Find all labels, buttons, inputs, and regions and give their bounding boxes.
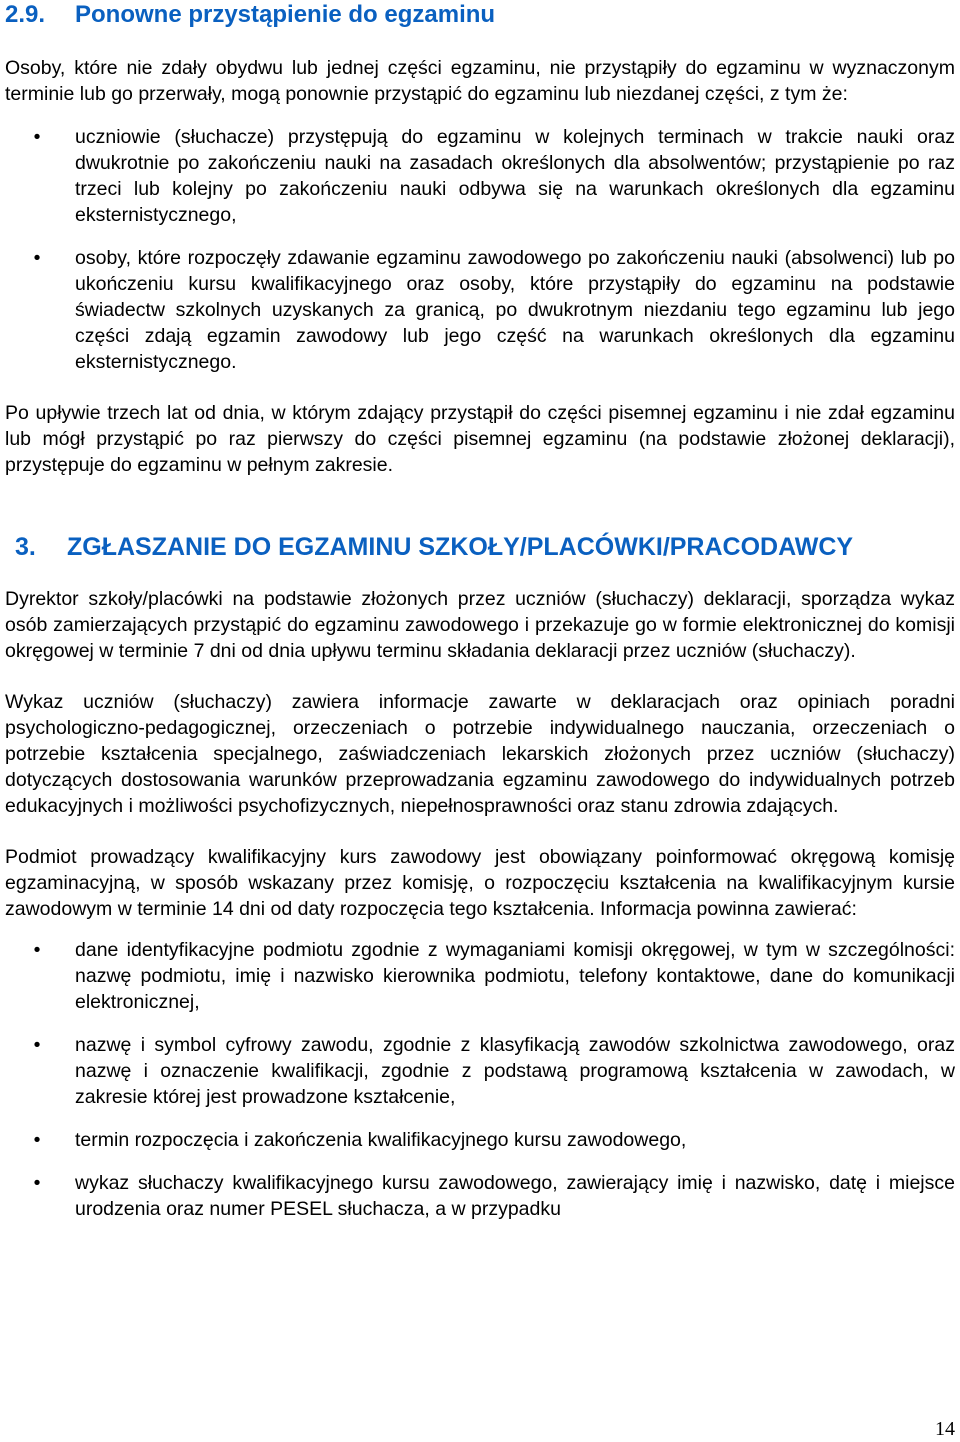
list-item — [5, 124, 955, 228]
list-item — [5, 1032, 955, 1110]
section-2-9-closing: Po upływie trzech lat od dnia, w którym zdający przystąpił do części pisemnej egzaminu i nie zdał egzaminu lub mógł przystąpić po raz pierwszy do części pisemnej egzaminu (na podstawie złożonej deklaracji), przystępuje do egzaminu w pełnym zakresie. — [5, 402, 955, 476]
section-3-number: 3. — [15, 533, 36, 561]
list-item — [5, 245, 955, 375]
bullet-icon: • — [33, 939, 41, 961]
list-item-text: osoby, które rozpoczęły zdawanie egzaminu zawodowego po zakończeniu nauki (absolwenci) lub po ukończeniu kursu kwalifikacyjnego oraz osoby, które przystąpiły do egzaminu na podstawie świadectw szkolnych uzyskanych za granicą, po dwukrotnym niezdaniu tego egzaminu lub jego części zdają egzamin zawodowy lub jego część na warunkach określonych dla egzaminu eksternistycznego. — [75, 247, 955, 373]
bullet-icon: • — [33, 247, 41, 269]
list-item-text: wykaz słuchaczy kwalifikacyjnego kursu zawodowego, zawierający imię i nazwisko, datę i miejsce urodzenia oraz numer PESEL słuchacza, a w przypadku — [75, 1172, 955, 1220]
section-3-paragraph-3: Podmiot prowadzący kwalifikacyjny kurs zawodowy jest obowiązany poinformować okręgową komisję egzaminacyjną, w sposób wskazany przez komisję, o rozpoczęciu kształcenia na kwalifikacyjnym kursie zawodowym w terminie 14 dni od daty rozpoczęcia tego kształcenia. Informacja powinna zawierać: — [5, 846, 955, 920]
section-3-heading — [5, 532, 955, 562]
section-2-9-number: 2.9. — [5, 1, 46, 28]
list-item — [5, 1127, 955, 1153]
section-2-9-title: Ponowne przystąpienie do egzaminu — [75, 1, 496, 28]
list-item — [5, 937, 955, 1015]
page-number: 14 — [935, 1418, 955, 1440]
list-item-text: termin rozpoczęcia i zakończenia kwalifikacyjnego kursu zawodowego, — [75, 1129, 687, 1151]
bullet-icon: • — [33, 1034, 41, 1056]
bullet-icon: • — [33, 1129, 41, 1151]
section-3-bullet-list — [5, 937, 955, 1222]
list-item-text: uczniowie (słuchacze) przystępują do egzaminu w kolejnych terminach w trakcie nauki oraz dwukrotnie po zakończeniu nauki na zasadach określonych dla absolwentów; przystąpienie po raz trzeci lub kolejny po zakończeniu nauki odbywa się na warunkach określonych dla egzaminu eksternistycznego, — [75, 126, 955, 226]
section-2-9-bullet-list — [5, 124, 955, 375]
section-3-title: ZGŁASZANIE DO EGZAMINU SZKOŁY/PLACÓWKI/PRACODAWCY — [67, 533, 854, 561]
bullet-icon: • — [33, 1172, 41, 1194]
section-2-9-heading — [5, 0, 955, 30]
document-page — [5, 0, 955, 1222]
section-2-9-intro: Osoby, które nie zdały obydwu lub jednej części egzaminu, nie przystąpiły do egzaminu w wyznaczonym terminie lub go przerwały, mogą ponownie przystąpić do egzaminu lub niezdanej części, z tym że: — [5, 57, 955, 105]
bullet-icon: • — [33, 126, 41, 148]
section-3-paragraph-2: Wykaz uczniów (słuchaczy) zawiera informacje zawarte w deklaracjach oraz opiniach poradni psychologiczno-pedagogicznej, orzeczeniach o potrzebie indywidualnego nauczania, orzeczeniach o potrzebie kształcenia specjalnego, zaświadczeniach lekarskich złożonych przez uczniów (słuchaczy) dotyczących dostosowania warunków przeprowadzania egzaminu zawodowego do indywidualnych potrzeb edukacyjnych i możliwości psychofizycznych, niepełnosprawności oraz stanu zdrowia zdających. — [5, 691, 955, 817]
section-3-paragraph-1: Dyrektor szkoły/placówki na podstawie złożonych przez uczniów (słuchaczy) deklaracji, sporządza wykaz osób zamierzających przystąpić do egzaminu zawodowego i przekazuje go w formie elektronicznej do komisji okręgowej w terminie 7 dni od dnia upływu terminu składania deklaracji przez uczniów (słuchaczy). — [5, 588, 955, 662]
list-item-text: nazwę i symbol cyfrowy zawodu, zgodnie z klasyfikacją zawodów szkolnictwa zawodowego, oraz nazwę i oznaczenie kwalifikacji, zgodnie z podstawą programową kształcenia w zawodach, w zakresie której jest prowadzone kształcenie, — [75, 1034, 955, 1108]
list-item — [5, 1170, 955, 1222]
list-item-text: dane identyfikacyjne podmiotu zgodnie z wymaganiami komisji okręgowej, w tym w szczególności: nazwę podmiotu, imię i nazwisko kierownika podmiotu, telefony kontaktowe, dane do komunikacji elektronicznej, — [75, 939, 955, 1013]
